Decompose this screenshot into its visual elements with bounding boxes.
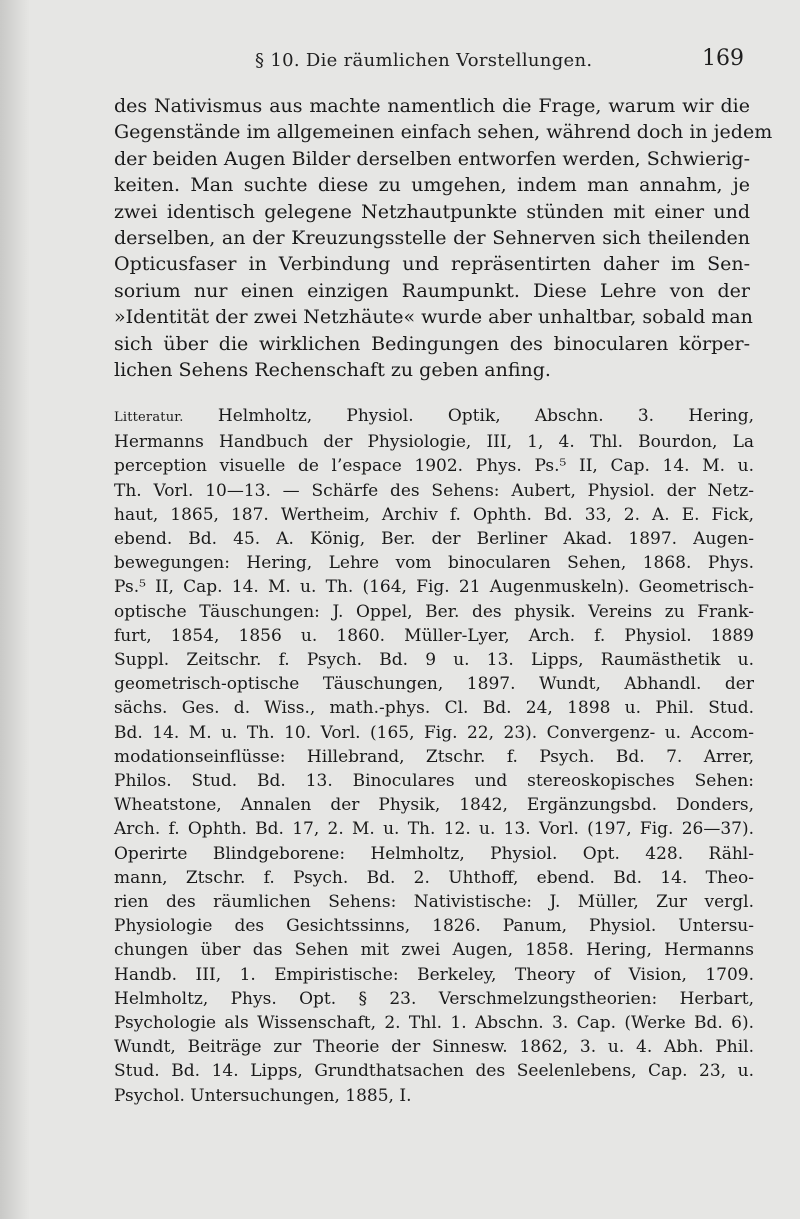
body-line: »Identität der zwei Netzhäute« wurde aber unhaltbar, sobald man [114, 306, 753, 329]
body-paragraph [114, 93, 773, 383]
body-line: der beiden Augen Bilder derselben entworfen werden, Schwierig- [114, 147, 750, 170]
literature-first-line-text: Helmholtz, Physiol. Optik, Abschn. 3. Hering, [217, 406, 754, 426]
literature-line: Suppl. Zeitschr. f. Psych. Bd. 9 u. 13. Lipps, Raumästhetik u. [114, 650, 754, 671]
body-line: keiten. Man suchte diese zu umgehen, indem man annahm, je [114, 174, 750, 197]
literature-label: Litteratur. [114, 410, 184, 425]
literature-line: Hermanns Handbuch der Physiologie, III, 1, 4. Thl. Bourdon, La [114, 432, 754, 453]
literature-lines [114, 430, 754, 1108]
page-header [110, 40, 750, 80]
body-line: sorium nur einen einzigen Raumpunkt. Diese Lehre von der [114, 279, 750, 302]
literature-line: furt, 1854, 1856 u. 1860. Müller-Lyer, Arch. f. Physiol. 1889 [114, 625, 754, 646]
literature-line: sächs. Ges. d. Wiss., math.-phys. Cl. Bd. 24, 1898 u. Phil. Stud. [114, 698, 754, 719]
literature-line: geometrisch-optische Täuschungen, 1897. Wundt, Abhandl. der [114, 674, 754, 695]
literature-line: haut, 1865, 187. Wertheim, Archiv f. Ophth. Bd. 33, 2. A. E. Fick, [114, 504, 754, 525]
literature-line: optische Täuschungen: J. Oppel, Ber. des physik. Vereins zu Frank- [114, 601, 754, 622]
literature-line: ebend. Bd. 45. A. König, Ber. der Berliner Akad. 1897. Augen- [114, 529, 754, 550]
literature-line: rien des räumlichen Sehens: Nativistische: J. Müller, Zur vergl. [114, 892, 754, 913]
literature-line: perception visuelle de l’espace 1902. Phys. Ps.⁵ II, Cap. 14. M. u. [114, 456, 754, 477]
literature-line: modationseinflüsse: Hillebrand, Ztschr. f. Psych. Bd. 7. Arrer, [114, 746, 754, 767]
literature-line: Stud. Bd. 14. Lipps, Grundthatsachen des Seelenlebens, Cap. 23, u. [114, 1061, 754, 1082]
literature-line: chungen über das Sehen mit zwei Augen, 1858. Hering, Hermanns [114, 940, 754, 961]
literature-line: Handb. III, 1. Empiristische: Berkeley, Theory of Vision, 1709. [114, 964, 754, 985]
body-line: Gegenstände im allgemeinen einfach sehen, während doch in jedem [114, 121, 773, 144]
literature-line: Philos. Stud. Bd. 13. Binoculares und stereoskopisches Sehen: [114, 771, 754, 792]
literature-first-line [114, 404, 754, 430]
literature-line: Psychol. Untersuchungen, 1885, I. [114, 1085, 412, 1106]
body-line: derselben, an der Kreuzungsstelle der Sehnerven sich theilenden [114, 227, 750, 250]
literature-line: Helmholtz, Phys. Opt. § 23. Verschmelzungstheorien: Herbart, [114, 988, 754, 1009]
literature-line: Bd. 14. M. u. Th. 10. Vorl. (165, Fig. 22, 23). Convergenz- u. Accom- [114, 722, 754, 743]
body-line: sich über die wirklichen Bedingungen des binocularen körper- [114, 332, 750, 355]
literature-line: Psychologie als Wissenschaft, 2. Thl. 1. Abschn. 3. Cap. (Werke Bd. 6). [114, 1013, 754, 1034]
literature-line: Arch. f. Ophth. Bd. 17, 2. M. u. Th. 12. u. 13. Vorl. (197, Fig. 26—37). [114, 819, 754, 840]
literature-line: Wheatstone, Annalen der Physik, 1842, Ergänzungsbd. Donders, [114, 795, 754, 816]
page-number: 169 [702, 46, 744, 71]
literature-line: mann, Ztschr. f. Psych. Bd. 2. Uhthoff, ebend. Bd. 14. Theo- [114, 867, 754, 888]
body-line: des Nativismus aus machte namentlich die Frage, warum wir die [114, 95, 750, 117]
literature-line: Wundt, Beiträge zur Theorie der Sinnesw. 1862, 3. u. 4. Abh. Phil. [114, 1037, 754, 1058]
body-line: lichen Sehens Rechenschaft zu geben anfing. [114, 359, 551, 382]
running-title: § 10. Die räumlichen Vorstellungen. [255, 50, 593, 71]
literature-line: Operirte Blindgeborene: Helmholtz, Physiol. Opt. 428. Rähl- [114, 843, 754, 864]
literature-line: Th. Vorl. 10—13. — Schärfe des Sehens: Aubert, Physiol. der Netz- [114, 480, 754, 501]
literature-section [114, 404, 754, 1108]
body-line: Opticusfaser in Verbindung und repräsentirten daher im Sen- [114, 253, 750, 276]
literature-line: bewegungen: Hering, Lehre vom binocularen Sehen, 1868. Phys. [114, 553, 754, 574]
body-line: zwei identisch gelegene Netzhautpunkte stünden mit einer und [114, 200, 750, 223]
literature-line: Physiologie des Gesichtssinns, 1826. Panum, Physiol. Untersu- [114, 916, 754, 937]
literature-line: Ps.⁵ II, Cap. 14. M. u. Th. (164, Fig. 21 Augenmuskeln). Geometrisch- [114, 577, 754, 598]
page-gutter-shadow [0, 0, 30, 1219]
